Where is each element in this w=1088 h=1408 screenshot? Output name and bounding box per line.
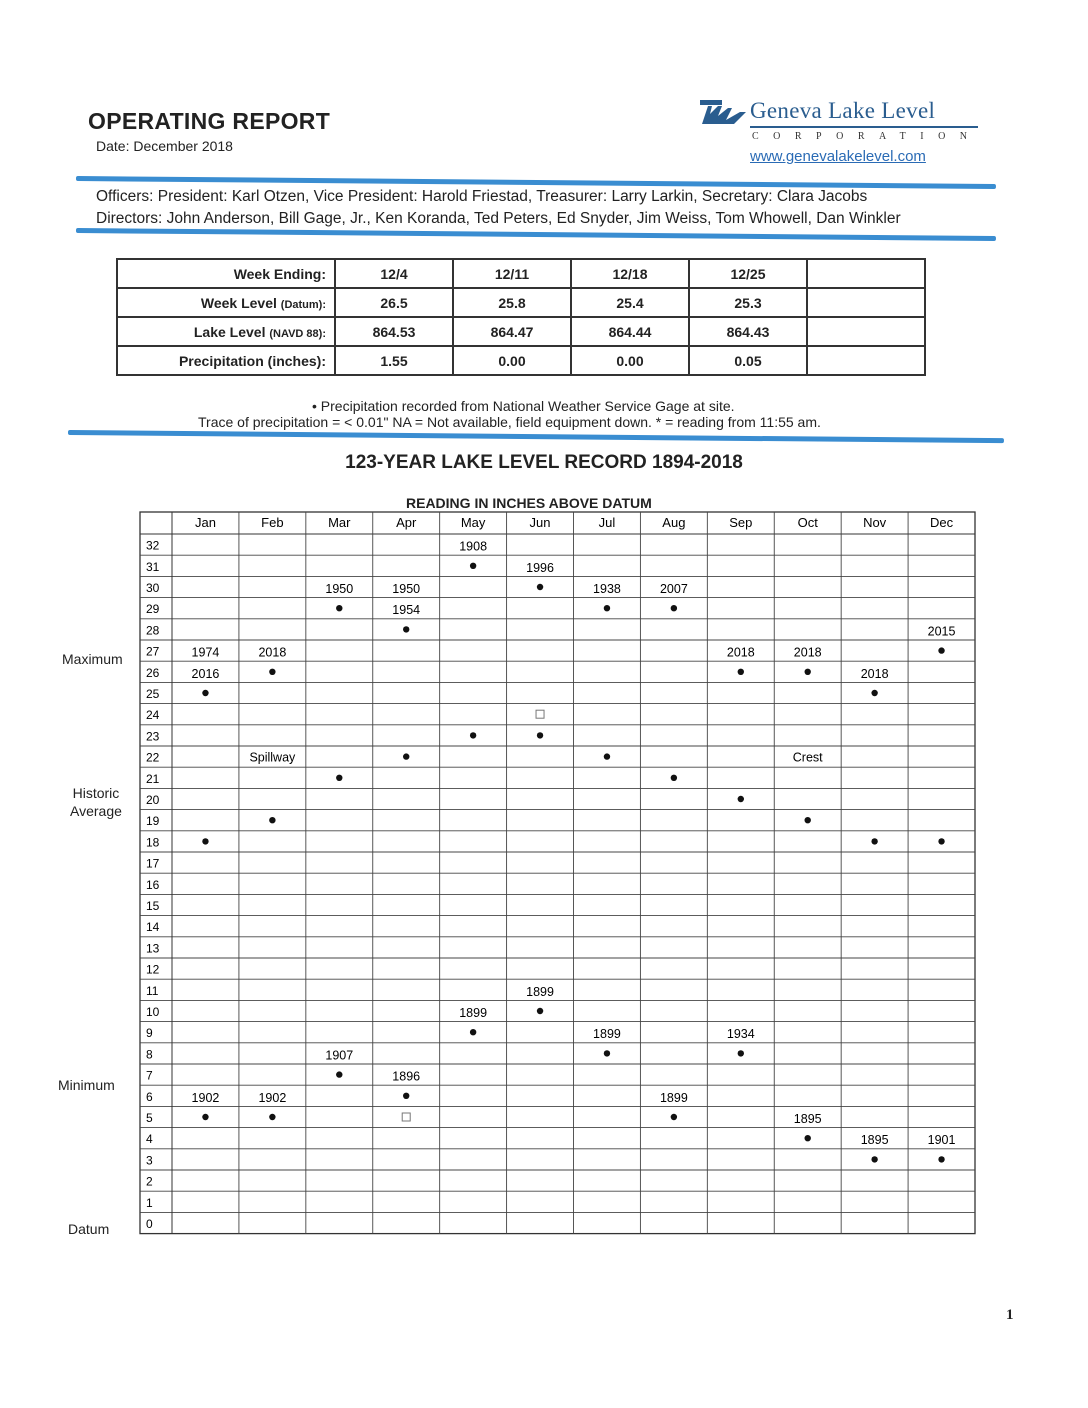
- officers-block: [96, 186, 901, 230]
- row-label-text: Lake Level: [193, 323, 270, 340]
- table-cell: 25.4: [571, 288, 689, 317]
- average-point: [336, 775, 342, 781]
- table-cell: 12/25: [689, 259, 807, 288]
- table-cell: 864.47: [453, 317, 571, 346]
- table-cell: [807, 259, 925, 288]
- year-label: 1896: [392, 1069, 421, 1084]
- year-label: 1902: [258, 1090, 287, 1105]
- y-tick-label: 26: [146, 665, 160, 680]
- maximum-label: Maximum: [62, 651, 123, 667]
- report-date: Date: December 2018: [96, 138, 233, 154]
- record-title: 123-YEAR LAKE LEVEL RECORD 1894-2018: [345, 452, 743, 473]
- table-cell: 25.8: [453, 288, 571, 317]
- company-name: Geneva Lake Level: [750, 98, 936, 123]
- minimum-point: [336, 1071, 342, 1077]
- average-point: [738, 796, 744, 802]
- y-tick-label: 24: [146, 708, 160, 723]
- year-label: 1974: [191, 645, 220, 660]
- chart-frame: [140, 512, 975, 1234]
- year-label: 2018: [726, 645, 755, 660]
- month-label: Aug: [662, 515, 686, 530]
- year-label: 2018: [860, 666, 889, 681]
- minimum-point: [537, 1008, 543, 1014]
- y-tick-label: 5: [146, 1111, 153, 1125]
- average-point: [938, 838, 944, 844]
- website-link[interactable]: www.genevalakelevel.com: [750, 148, 926, 165]
- maximum-point: [671, 605, 677, 611]
- table-cell: 0.00: [571, 346, 689, 375]
- year-label: 1895: [793, 1112, 822, 1126]
- y-tick-label: 7: [146, 1068, 153, 1083]
- month-label: Mar: [328, 515, 351, 530]
- year-label: 2018: [793, 645, 822, 660]
- row-label-text: Week Ending:: [233, 265, 326, 282]
- y-tick-label: 32: [146, 538, 160, 553]
- waves-logo-icon: [700, 100, 748, 126]
- open-marker: [402, 1113, 410, 1121]
- row-label-text: Precipitation (inches):: [178, 352, 326, 369]
- historic-average-label: [70, 784, 122, 820]
- maximum-point: [805, 669, 811, 675]
- chart-annotation: Spillway: [249, 750, 296, 765]
- y-tick-label: 4: [146, 1132, 153, 1147]
- maximum-point: [336, 605, 342, 611]
- minimum-label: Minimum: [58, 1077, 115, 1093]
- precip-note: • Precipitation recorded from National Weather Service Gage at site.: [312, 398, 735, 414]
- month-label: Feb: [261, 515, 284, 530]
- y-tick-label: 15: [146, 899, 160, 913]
- average-point: [871, 838, 877, 844]
- y-tick-label: 16: [146, 877, 160, 892]
- y-tick-label: 21: [146, 771, 160, 786]
- y-tick-label: 12: [146, 962, 160, 977]
- record-divider: [68, 430, 1004, 443]
- table-cell: 1.55: [335, 346, 453, 375]
- month-label: Apr: [396, 515, 417, 530]
- month-label: Oct: [797, 515, 818, 530]
- y-tick-label: 1: [146, 1195, 153, 1210]
- record-subtitle: READING IN INCHES ABOVE DATUM: [406, 495, 652, 511]
- year-label: 1899: [526, 984, 554, 999]
- year-label: 1950: [392, 582, 421, 596]
- minimum-point: [671, 1114, 677, 1120]
- page-number: 1: [1006, 1307, 1014, 1323]
- y-tick-label: 31: [146, 559, 160, 574]
- maximum-point: [537, 584, 543, 590]
- weekly-level-table: [116, 258, 926, 376]
- maximum-point: [403, 626, 409, 632]
- logo-divider: [750, 126, 978, 128]
- y-tick-label: 28: [146, 623, 160, 638]
- y-tick-label: 30: [146, 581, 160, 595]
- year-label: 1899: [459, 1006, 488, 1020]
- minimum-point: [470, 1029, 476, 1035]
- table-cell: 26.5: [335, 288, 453, 317]
- table-cell: 864.44: [571, 317, 689, 346]
- report-title: OPERATING REPORT: [88, 108, 331, 134]
- table-cell: 864.43: [689, 317, 807, 346]
- year-label: 1908: [459, 539, 488, 554]
- weekly-table-row: [117, 346, 925, 375]
- average-point: [671, 775, 677, 781]
- year-label: 1895: [860, 1133, 889, 1148]
- year-label: 1907: [325, 1048, 354, 1063]
- year-label: 1996: [526, 560, 554, 575]
- y-tick-label: 19: [146, 814, 160, 829]
- y-tick-label: 2: [146, 1174, 153, 1189]
- y-tick-label: 27: [146, 644, 160, 659]
- month-label: Jun: [529, 515, 551, 530]
- table-cell: 12/11: [453, 259, 571, 288]
- average-label: Average: [70, 803, 122, 819]
- maximum-point: [269, 669, 275, 675]
- month-label: Sep: [729, 515, 753, 530]
- year-label: 1938: [593, 582, 621, 596]
- table-cell: [807, 346, 925, 375]
- average-point: [202, 838, 208, 844]
- y-tick-label: 10: [146, 1005, 160, 1019]
- table-cell: 864.53: [335, 317, 453, 346]
- maximum-point: [738, 669, 744, 675]
- month-label: Jan: [194, 515, 216, 530]
- y-tick-label: 6: [146, 1089, 153, 1104]
- table-cell: 12/4: [335, 259, 453, 288]
- year-label: 2015: [927, 624, 956, 639]
- year-label: 1954: [392, 603, 421, 618]
- y-tick-label: 3: [146, 1153, 153, 1168]
- table-cell: [807, 288, 925, 317]
- year-label: 1934: [726, 1027, 755, 1042]
- maximum-point: [871, 690, 877, 696]
- officers-line: Officers: President: Karl Otzen, Vice President: Harold Friestad, Treasurer: Larry Larkin, Secretary: Clara Jacobs: [96, 188, 868, 205]
- minimum-point: [871, 1156, 877, 1162]
- company-subtitle: CORPORATION: [752, 131, 982, 142]
- y-tick-label: 11: [146, 983, 159, 998]
- month-label: May: [460, 515, 486, 530]
- historic-label: Historic: [72, 785, 120, 801]
- maximum-point: [202, 690, 208, 696]
- weekly-table-row: [117, 259, 925, 288]
- company-logo: [700, 98, 990, 170]
- row-label: [117, 346, 335, 375]
- y-tick-label: 0: [146, 1217, 153, 1231]
- minimum-point: [738, 1050, 744, 1056]
- year-label: 2016: [191, 666, 220, 681]
- y-tick-label: 20: [146, 793, 160, 807]
- y-tick-label: 8: [146, 1047, 153, 1062]
- average-point: [269, 817, 275, 823]
- minimum-point: [202, 1114, 208, 1120]
- maximum-point: [938, 647, 944, 653]
- y-tick-label: 23: [146, 729, 160, 744]
- table-cell: 12/18: [571, 259, 689, 288]
- average-point: [604, 753, 610, 759]
- month-label: Dec: [929, 515, 954, 530]
- row-label-unit: (NAVD 88):: [269, 327, 326, 340]
- average-point: [537, 732, 543, 738]
- row-label: [117, 317, 335, 346]
- weekly-table-row: [117, 288, 925, 317]
- y-tick-label: 17: [146, 856, 160, 871]
- y-tick-label: 9: [146, 1026, 153, 1041]
- year-label: 1901: [927, 1133, 956, 1148]
- year-label: 1902: [191, 1090, 220, 1105]
- datum-label: Datum: [68, 1221, 110, 1237]
- minimum-point: [269, 1114, 275, 1120]
- y-tick-label: 14: [146, 920, 160, 935]
- minimum-point: [938, 1156, 944, 1162]
- table-cell: 0.05: [689, 346, 807, 375]
- weekly-table-row: [117, 317, 925, 346]
- y-tick-label: 13: [146, 941, 160, 956]
- maximum-point: [470, 563, 476, 569]
- year-label: 1950: [325, 582, 354, 596]
- year-label: 2007: [659, 582, 688, 596]
- row-label: [117, 259, 335, 288]
- open-marker: [536, 710, 544, 718]
- row-label-unit: (Datum):: [280, 298, 326, 311]
- year-label: 1899: [659, 1090, 688, 1105]
- y-tick-label: 25: [146, 687, 160, 701]
- row-label-text: Week Level: [200, 294, 281, 311]
- table-cell: 0.00: [453, 346, 571, 375]
- table-cell: 25.3: [689, 288, 807, 317]
- minimum-point: [403, 1093, 409, 1099]
- year-label: 1899: [593, 1027, 621, 1042]
- table-cell: [807, 317, 925, 346]
- average-point: [403, 753, 409, 759]
- maximum-point: [604, 605, 610, 611]
- y-tick-label: 22: [146, 750, 160, 765]
- y-tick-label: 18: [146, 835, 160, 850]
- month-label: Jul: [598, 515, 616, 530]
- row-label: [117, 288, 335, 317]
- average-point: [470, 732, 476, 738]
- minimum-point: [604, 1050, 610, 1056]
- legend-note: Trace of precipitation = < 0.01" NA = Not available, field equipment down. * = reading from 11:55 am.: [198, 414, 821, 430]
- average-point: [805, 817, 811, 823]
- year-label: 2018: [258, 645, 287, 660]
- minimum-point: [805, 1135, 811, 1141]
- y-tick-label: 29: [146, 602, 160, 617]
- month-label: Nov: [863, 515, 887, 530]
- directors-line: Directors: John Anderson, Bill Gage, Jr., Ken Koranda, Ted Peters, Ed Snyder, Jim Weiss, Tom Whowell, Dan Winkler: [96, 210, 901, 227]
- chart-annotation: Crest: [792, 750, 823, 765]
